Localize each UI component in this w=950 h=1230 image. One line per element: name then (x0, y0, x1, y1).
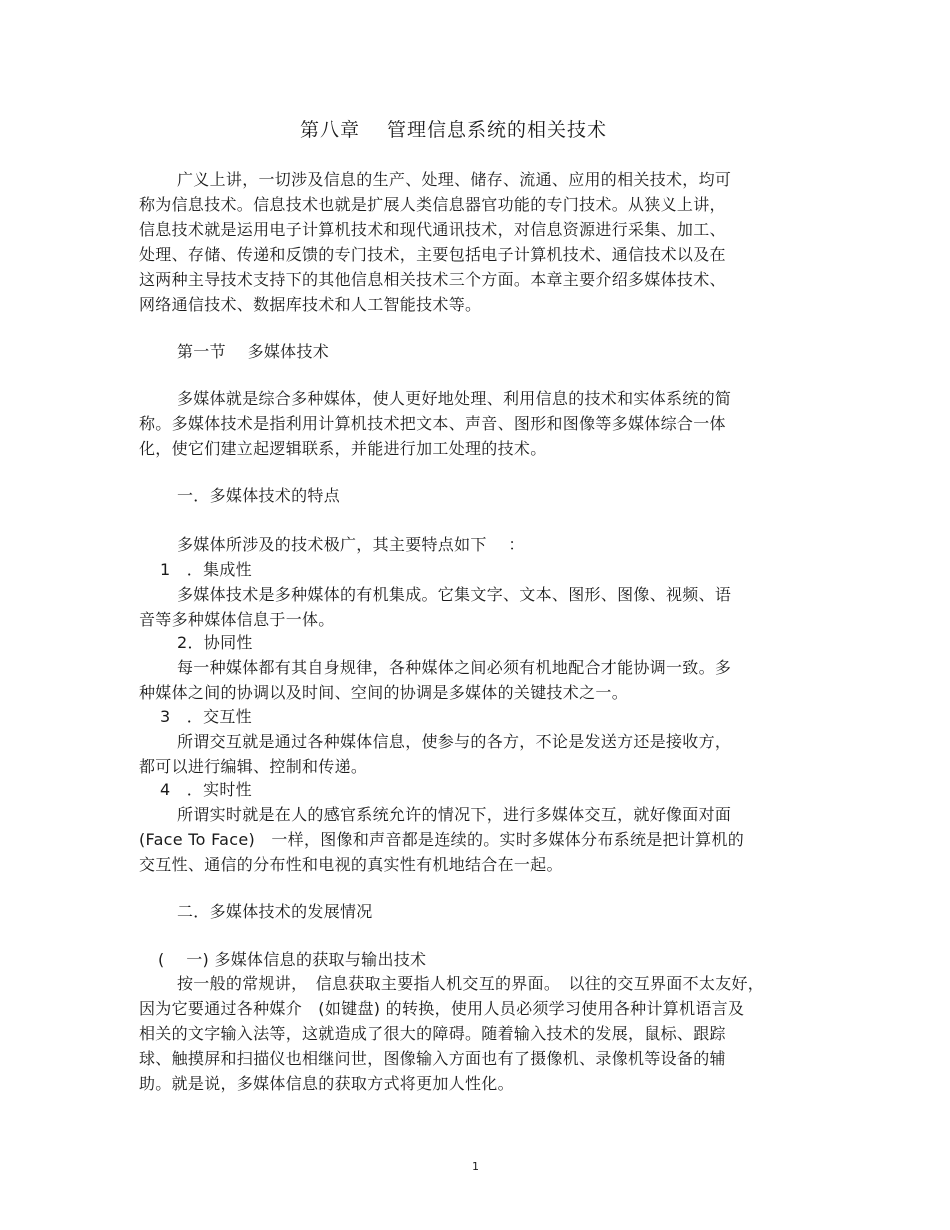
section-intro-line: 称。多媒体技术是指利用计算机技术把文本、声音、图形和图像等多媒体综合一体 (139, 414, 726, 433)
subsection-lead: 多媒体所涉及的技术极广，其主要特点如下 ： (177, 535, 525, 554)
item-text-line: 所谓交互就是通过各种媒体信息，使参与的各方，不论是发送方还是接收方， (177, 732, 732, 751)
section-intro-line: 化，使它们建立起逻辑联系，并能进行加工处理的技术。 (139, 439, 547, 458)
intro-line: 处理、存储、传递和反馈的专门技术，主要包括电子计算机技术、通信技术以及在 (139, 245, 726, 264)
item-text-line: 所谓实时就是在人的感官系统允许的情况下，进行多媒体交互，就好像面对面 (177, 805, 732, 824)
item-text-line: 音等多种媒体信息于一体。 (139, 610, 335, 629)
item-text-line: 种媒体之间的协调以及时间、空间的协调是多媒体的关键技术之一。 (139, 683, 629, 702)
subsection-heading: 二．多媒体技术的发展情况 (177, 902, 373, 921)
item-text-line: 多媒体技术是多种媒体的有机集成。它集文字、文本、图形、图像、视频、语 (177, 585, 732, 604)
item-text-line: 都可以进行编辑、控制和传递。 (139, 757, 368, 776)
section-intro-line: 多媒体就是综合多种媒体，使人更好地处理、利用信息的技术和实体系统的简 (177, 389, 732, 408)
body-text-line: 相关的文字输入法等，这就造成了很大的障碍。随着输入技术的发展，鼠标、跟踪 (139, 1024, 726, 1043)
body-text-line: 按一般的常规讲， 信息获取主要指人机交互的界面。 以往的交互界面不太友好， (177, 974, 765, 993)
item-text-line: 每一种媒体都有其自身规律，各种媒体之间必须有机地配合才能协调一致。多 (177, 658, 732, 677)
intro-line: 这两种主导技术支持下的其他信息相关技术三个方面。本章主要介绍多媒体技术、 (139, 270, 726, 289)
body-text-line: 助。就是说，多媒体信息的获取方式将更加人性化。 (139, 1074, 514, 1093)
section-heading: 第一节 多媒体技术 (177, 342, 330, 361)
item-text-line: (Face To Face) 一样，图像和声音都是连续的。实时多媒体分布系统是把计算机的 (139, 830, 745, 849)
item-label: 3 ．交互性 (160, 707, 252, 726)
subsection-heading: 一．多媒体技术的特点 (177, 486, 341, 505)
item-label: 1 ．集成性 (160, 560, 252, 579)
intro-line: 称为信息技术。信息技术也就是扩展人类信息器官功能的专门技术。从狭义上讲， (139, 195, 726, 214)
chapter-title: 第八章 管理信息系统的相关技术 (300, 119, 608, 141)
item-label: 2．协同性 (177, 633, 253, 652)
item-label: 4 ．实时性 (160, 780, 252, 799)
page-number: 1 (472, 1160, 480, 1173)
item-text-line: 交互性、通信的分布性和电视的真实性有机地结合在一起。 (139, 855, 563, 874)
intro-line: 信息技术就是运用电子计算机技术和现代通讯技术，对信息资源进行采集、加工、 (139, 220, 726, 239)
body-text-line: 因为它要通过各种媒介 (如键盘) 的转换，使用人员必须学习使用各种计算机语言及 (139, 999, 745, 1018)
subsection-heading: ( 一) 多媒体信息的获取与输出技术 (158, 950, 427, 969)
intro-line: 广义上讲，一切涉及信息的生产、处理、储存、流通、应用的相关技术，均可 (177, 170, 732, 189)
intro-line: 网络通信技术、数据库技术和人工智能技术等。 (139, 295, 482, 314)
body-text-line: 球、触摸屏和扫描仪也相继问世，图像输入方面也有了摄像机、录像机等设备的辅 (139, 1049, 726, 1068)
